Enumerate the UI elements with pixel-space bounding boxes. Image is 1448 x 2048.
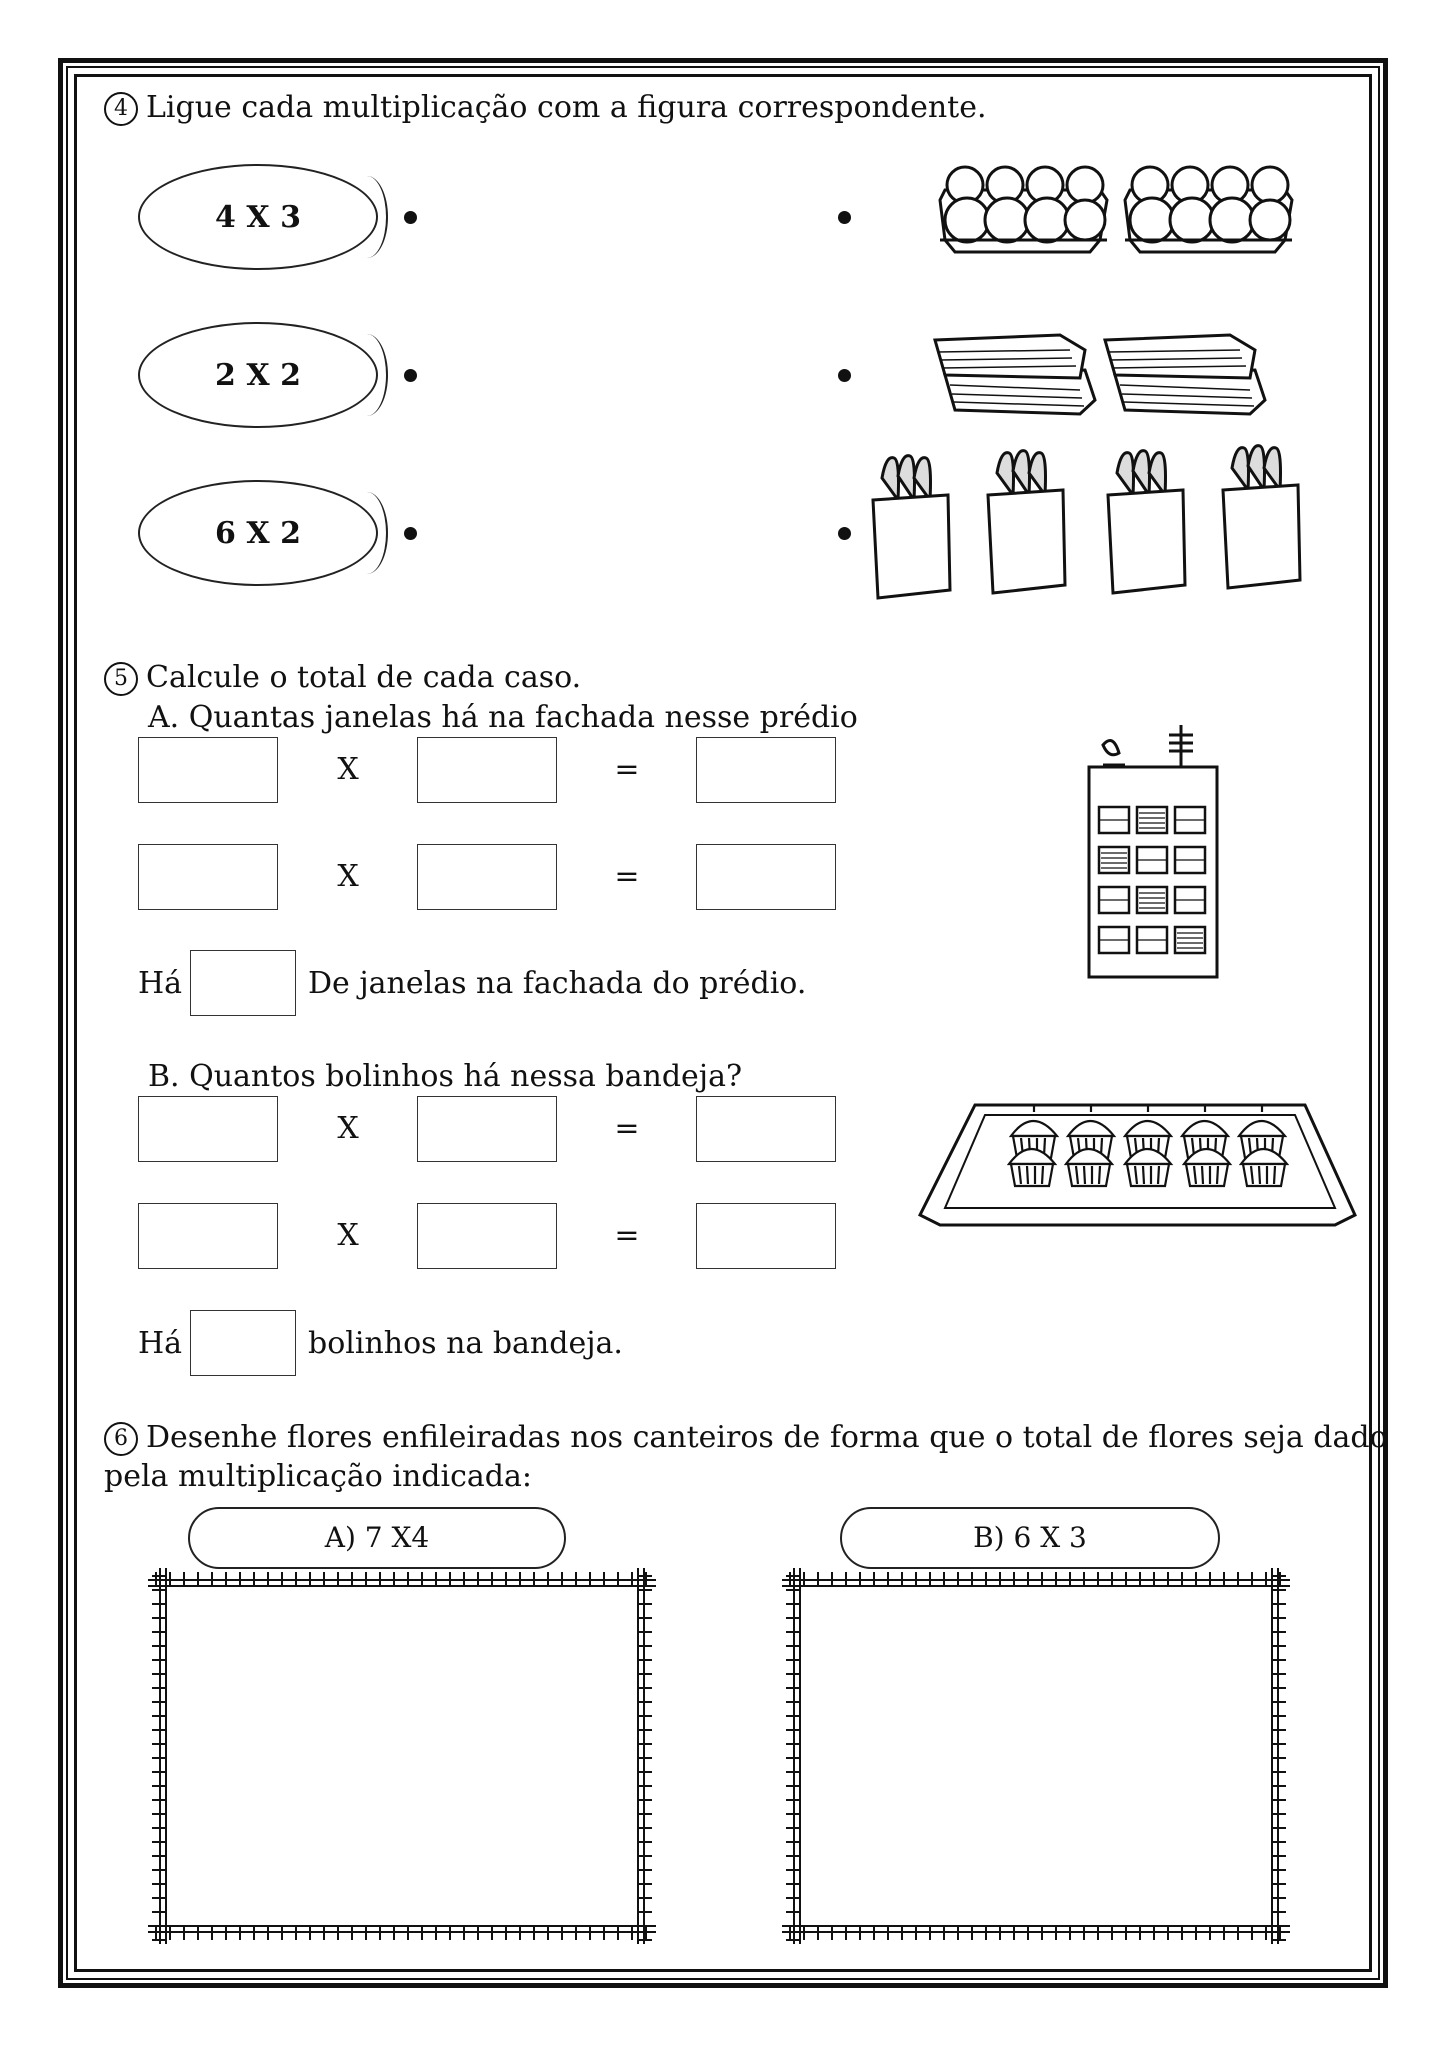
q4-expression-1: 4 X 3 [215,199,301,235]
q5a-answer-text: De janelas na fachada do prédio. [308,966,807,1001]
q5a-row1-factor1-box[interactable] [138,737,278,803]
q5-number: 5 [104,662,138,696]
q5a-row2-result-box[interactable] [696,844,836,910]
q4-left-dot-3[interactable] [404,527,417,540]
q4-left-dot-2[interactable] [404,369,417,382]
q4-expression-3: 6 X 2 [215,515,301,551]
flower-bed-a-label [188,1507,566,1569]
q6-title-line2: pela multiplicação indicada: [104,1459,532,1494]
q5a-row2-factor2-box[interactable] [417,844,557,910]
bread-bags-icon [868,450,1328,610]
q5b-answer-text: bolinhos na bandeja. [308,1326,623,1361]
q4-right-dot-1[interactable] [838,211,851,224]
q5a-row2-equals: = [614,859,640,894]
flower-bed-a[interactable] [148,1568,656,1944]
q5b-row1-factor1-box[interactable] [138,1096,278,1162]
q4-title-text: Ligue cada multiplicação com a figura correspondente. [146,90,987,125]
fence-border [148,1568,656,1944]
egg-cartons-icon [935,160,1305,260]
q6-title-text: Desenhe flores enfileiradas nos canteiros de forma que o total de flores seja dado [146,1420,1388,1455]
q5b-row1-factor2-box[interactable] [417,1096,557,1162]
q5a-row2-factor1-box[interactable] [138,844,278,910]
q5a-total-box[interactable] [190,950,296,1016]
q6-number: 6 [104,1422,138,1456]
q4-number: 4 [104,92,138,126]
q4-right-dot-2[interactable] [838,369,851,382]
building-icon [1085,725,1225,981]
q5-title-text: Calcule o total de cada caso. [146,660,582,695]
q5b-row2-equals: = [614,1218,640,1253]
book-stacks-icon [930,330,1270,420]
q5-title [104,660,581,696]
q5b-row1-result-box[interactable] [696,1096,836,1162]
q5a-row1-factor2-box[interactable] [417,737,557,803]
flower-bed-b[interactable] [782,1568,1290,1944]
q4-title [104,90,987,126]
q5b-row2-factor2-box[interactable] [417,1203,557,1269]
q5a-question: A. Quantas janelas há na fachada nesse prédio [148,700,858,735]
q5b-row2-factor1-box[interactable] [138,1203,278,1269]
q4-left-dot-1[interactable] [404,211,417,224]
q5b-question: B. Quantos bolinhos há nessa bandeja? [148,1059,743,1094]
cupcake-tray-icon [915,1090,1363,1230]
q6-title-line1 [104,1420,1388,1456]
q5a-row1-times: X [337,752,359,787]
q4-expression-oval-2 [138,322,378,428]
q5b-row2-result-box[interactable] [696,1203,836,1269]
q5a-row2-times: X [337,859,359,894]
q5b-ha: Há [138,1326,183,1361]
q5b-row2-times: X [337,1218,359,1253]
q4-expression-2: 2 X 2 [215,357,301,393]
q4-expression-oval-3 [138,480,378,586]
q5b-row1-equals: = [614,1111,640,1146]
q5a-row1-result-box[interactable] [696,737,836,803]
flower-bed-b-label [840,1507,1220,1569]
q5a-ha: Há [138,966,183,1001]
q5b-row1-times: X [337,1111,359,1146]
flower-bed-b-expression: B) 6 X 3 [973,1521,1087,1554]
fence-border [782,1568,1290,1944]
q5a-row1-equals: = [614,752,640,787]
q5b-total-box[interactable] [190,1310,296,1376]
flower-bed-a-expression: A) 7 X4 [324,1521,430,1554]
q4-expression-oval-1 [138,164,378,270]
q4-right-dot-3[interactable] [838,527,851,540]
